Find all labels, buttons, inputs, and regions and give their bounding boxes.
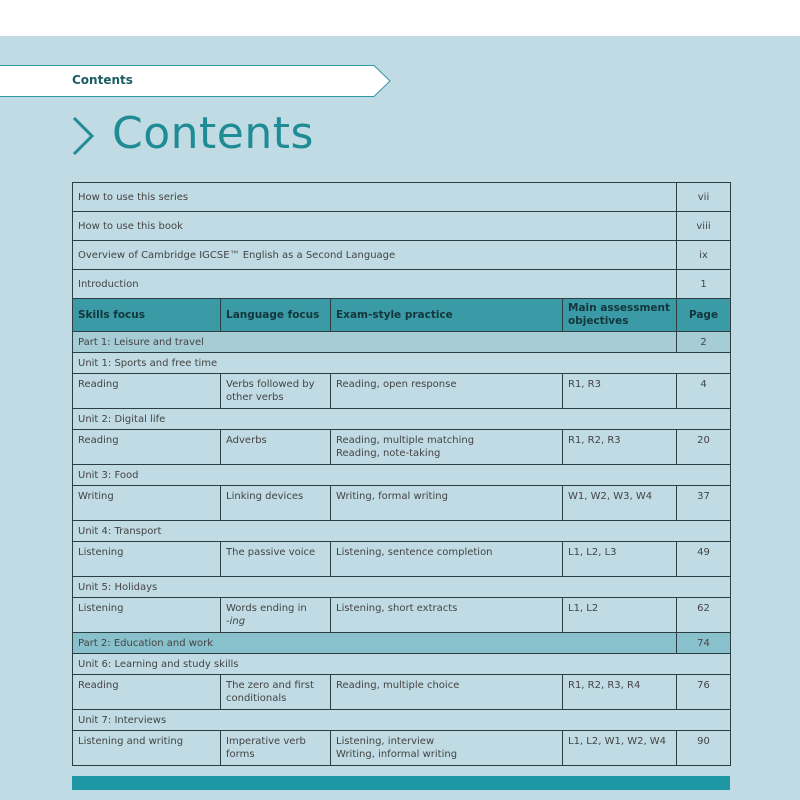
- skills-cell: Reading: [73, 374, 221, 409]
- exam-cell: [331, 675, 563, 710]
- language-cell: [221, 598, 331, 633]
- unit-title: Unit 5: Holidays: [73, 577, 731, 598]
- objectives-cell: R1, R3: [563, 374, 677, 409]
- section-tab: [0, 65, 374, 97]
- exam-line: Reading, open response: [336, 379, 457, 390]
- exam-line: Reading, multiple matching: [336, 435, 475, 446]
- unit-title-row: [73, 521, 731, 542]
- skills-cell: Reading: [73, 675, 221, 710]
- column-header-row: [73, 299, 731, 332]
- unit-title: Unit 6: Learning and study skills: [73, 654, 731, 675]
- page-cell: 37: [677, 486, 731, 521]
- exam-cell: [331, 731, 563, 766]
- exam-cell: [331, 598, 563, 633]
- toc-row-overview: [73, 241, 731, 270]
- language-line-italic: -ing: [226, 616, 246, 627]
- toc-entry-page: viii: [677, 212, 731, 241]
- skills-cell: Listening: [73, 542, 221, 577]
- objectives-cell: L1, L2, L3: [563, 542, 677, 577]
- page-cell: 62: [677, 598, 731, 633]
- toc-entry-title: Overview of Cambridge IGCSE™ English as a Second Language: [73, 241, 677, 270]
- exam-line: Reading, note-taking: [336, 448, 441, 459]
- table-row: [73, 486, 731, 521]
- column-header-objectives: Main assessment objectives: [563, 299, 677, 332]
- page-cell: 76: [677, 675, 731, 710]
- exam-line: Listening, short extracts: [336, 603, 458, 614]
- footer-band: [72, 776, 730, 790]
- unit-title: Unit 4: Transport: [73, 521, 731, 542]
- table-row: [73, 675, 731, 710]
- exam-line: Reading, multiple choice: [336, 680, 460, 691]
- part-title: Part 2: Education and work: [73, 633, 677, 654]
- table-row: [73, 731, 731, 766]
- toc-row-introduction: [73, 270, 731, 299]
- unit-title-row: [73, 409, 731, 430]
- language-cell: Verbs followed by other verbs: [221, 374, 331, 409]
- language-cell: Linking devices: [221, 486, 331, 521]
- skills-cell: Listening and writing: [73, 731, 221, 766]
- objectives-cell: L1, L2, W1, W2, W4: [563, 731, 677, 766]
- skills-cell: Listening: [73, 598, 221, 633]
- top-margin: [0, 0, 800, 36]
- exam-cell: [331, 430, 563, 465]
- exam-line: Writing, formal writing: [336, 491, 448, 502]
- language-cell: Adverbs: [221, 430, 331, 465]
- table-row: [73, 430, 731, 465]
- column-header-skills: Skills focus: [73, 299, 221, 332]
- skills-cell: Reading: [73, 430, 221, 465]
- unit-title-row: [73, 465, 731, 486]
- toc-entry-page: ix: [677, 241, 731, 270]
- exam-line: Listening, sentence completion: [336, 547, 493, 558]
- part-row: [73, 633, 731, 654]
- column-header-page: Page: [677, 299, 731, 332]
- unit-title: Unit 1: Sports and free time: [73, 353, 731, 374]
- language-line: Words ending in: [226, 603, 307, 614]
- objectives-cell: W1, W2, W3, W4: [563, 486, 677, 521]
- exam-cell: [331, 374, 563, 409]
- objectives-cell: R1, R2, R3, R4: [563, 675, 677, 710]
- toc-row-book: [73, 212, 731, 241]
- unit-title-row: [73, 577, 731, 598]
- toc-entry-title: How to use this book: [73, 212, 677, 241]
- part-page: 2: [677, 332, 731, 353]
- table-row: [73, 598, 731, 633]
- page-cell: 49: [677, 542, 731, 577]
- unit-title: Unit 3: Food: [73, 465, 731, 486]
- table-row: [73, 542, 731, 577]
- exam-line: Listening, interview: [336, 736, 435, 747]
- contents-table: [72, 182, 731, 766]
- objectives-cell: R1, R2, R3: [563, 430, 677, 465]
- skills-cell: Writing: [73, 486, 221, 521]
- part-title: Part 1: Leisure and travel: [73, 332, 677, 353]
- unit-title: Unit 2: Digital life: [73, 409, 731, 430]
- language-cell: The zero and first conditionals: [221, 675, 331, 710]
- exam-line: Writing, informal writing: [336, 749, 458, 760]
- language-cell: The passive voice: [221, 542, 331, 577]
- column-header-exam: Exam-style practice: [331, 299, 563, 332]
- toc-entry-page: vii: [677, 183, 731, 212]
- exam-cell: [331, 542, 563, 577]
- part-page: 74: [677, 633, 731, 654]
- section-label: Contents: [72, 73, 133, 87]
- toc-entry-title: How to use this series: [73, 183, 677, 212]
- section-tab-arrow-icon: [360, 65, 392, 97]
- page-title: Contents: [112, 108, 314, 159]
- toc-entry-page: 1: [677, 270, 731, 299]
- language-cell: Imperative verb forms: [221, 731, 331, 766]
- toc-row-series: [73, 183, 731, 212]
- column-header-language: Language focus: [221, 299, 331, 332]
- unit-title: Unit 7: Interviews: [73, 710, 731, 731]
- table-row: [73, 374, 731, 409]
- unit-title-row: [73, 654, 731, 675]
- page-cell: 4: [677, 374, 731, 409]
- exam-cell: [331, 486, 563, 521]
- page-cell: 20: [677, 430, 731, 465]
- unit-title-row: [73, 353, 731, 374]
- page-cell: 90: [677, 731, 731, 766]
- unit-title-row: [73, 710, 731, 731]
- chevron-right-icon: [70, 116, 96, 156]
- objectives-cell: L1, L2: [563, 598, 677, 633]
- toc-entry-title: Introduction: [73, 270, 677, 299]
- part-row: [73, 332, 731, 353]
